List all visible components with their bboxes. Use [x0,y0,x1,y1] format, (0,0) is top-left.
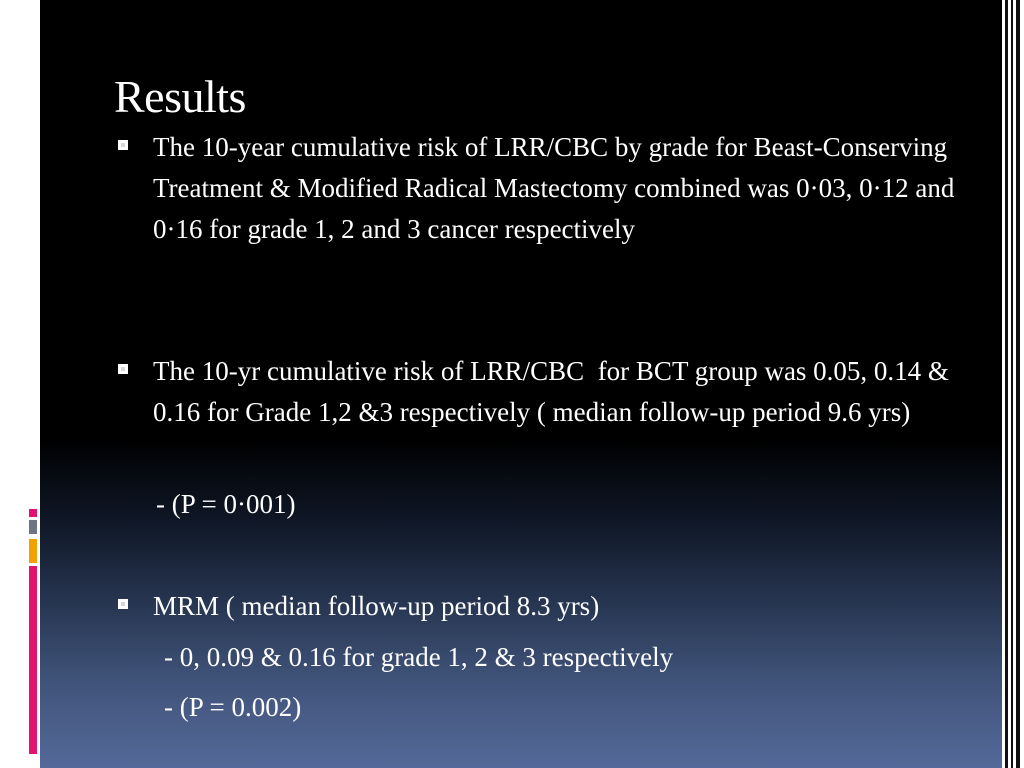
bullet-text-2: The 10-yr cumulative risk of LRR/CBC for BCT group was 0.05, 0.14 & 0.16 for Grade 1,2 &3 respectively ( median follow-up period 9.6 yrs) [153,356,956,427]
bullet-text-3: MRM ( median follow-up period 8.3 yrs) [153,591,600,621]
bullet-text-1: The 10-year cumulative risk of LRR/CBC by grade for Beast-Conserving Treatment & Modified Radical Mastectomy combined was 0·03, 0·12 and 0·16 for grade 1, 2 and 3 cancer respectively [153,132,962,244]
sub-text-mrm-values: - 0, 0.09 & 0.16 for grade 1, 2 & 3 respectively [164,642,674,672]
sub-text-p-value-2: - (P = 0.002) [164,692,302,722]
accent-bar-pink-long [29,566,37,754]
square-bullet-icon [118,140,128,150]
sub-text-p-value-1: - (P = 0·001) [156,489,296,519]
accent-bar-gray [29,520,37,534]
vertical-lines-decoration [1002,0,1024,768]
accent-bar-orange [29,539,37,563]
square-bullet-icon [118,364,128,374]
slide-title: Results [114,71,246,122]
accent-bar-pink-small [29,509,37,517]
square-bullet-icon [118,599,128,609]
